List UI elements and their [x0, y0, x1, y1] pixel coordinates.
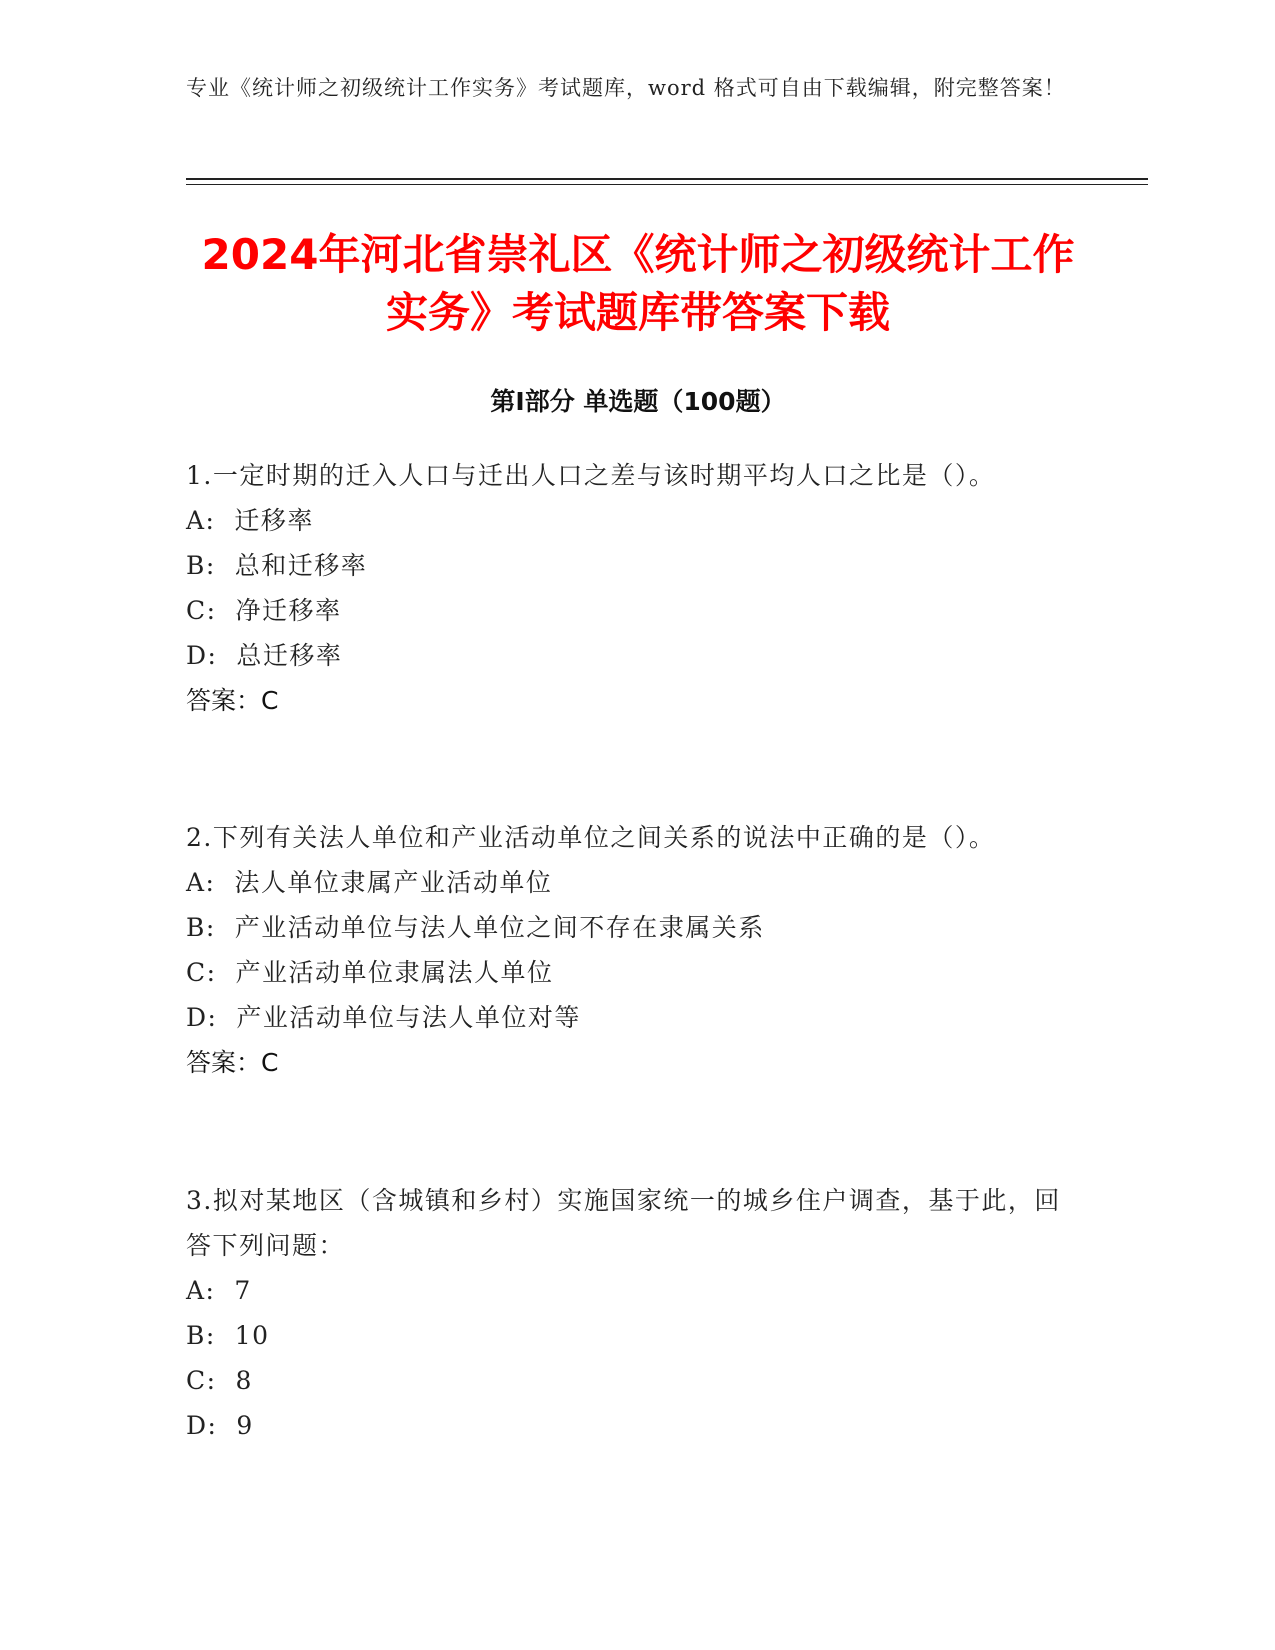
option-d: D: 总迁移率 — [186, 641, 343, 670]
header-rule-thick — [186, 178, 1148, 180]
question-stem: 1.一定时期的迁入人口与迁出人口之差与该时期平均人口之比是（）。 — [186, 461, 996, 490]
option-d: D: 9 — [186, 1411, 254, 1440]
option-a: A: 法人单位隶属产业活动单位 — [186, 868, 553, 897]
question-stem: 3.拟对某地区（含城镇和乡村）实施国家统一的城乡住户调查，基于此，回答下列问题： — [186, 1186, 1061, 1260]
option-a: A: 迁移率 — [186, 506, 314, 535]
option-c: C: 8 — [186, 1366, 253, 1395]
option-d: D: 产业活动单位与法人单位对等 — [186, 1003, 581, 1032]
option-a: A: 7 — [186, 1276, 252, 1305]
option-c: C: 净迁移率 — [186, 596, 342, 625]
question-3 — [186, 1178, 1066, 1448]
option-b: B: 产业活动单位与法人单位之间不存在隶属关系 — [186, 913, 765, 942]
header-note: 专业《统计师之初级统计工作实务》考试题库，word 格式可自由下载编辑，附完整答案！ — [186, 76, 1066, 100]
answer: 答案：C — [186, 686, 279, 715]
option-b: B: 总和迁移率 — [186, 551, 368, 580]
question-1 — [186, 453, 1066, 723]
header-rule-thin — [186, 184, 1148, 185]
section-title: 第Ⅰ部分 单选题（100题） — [490, 387, 786, 416]
question-stem: 2.下列有关法人单位和产业活动单位之间关系的说法中正确的是（）。 — [186, 823, 996, 852]
document-title: 2024年河北省崇礼区《统计师之初级统计工作实务》考试题库带答案下载 — [201, 230, 1075, 337]
option-c: C: 产业活动单位隶属法人单位 — [186, 958, 554, 987]
question-2 — [186, 815, 1066, 1085]
option-b: B: 10 — [186, 1321, 270, 1350]
answer: 答案：C — [186, 1048, 279, 1077]
